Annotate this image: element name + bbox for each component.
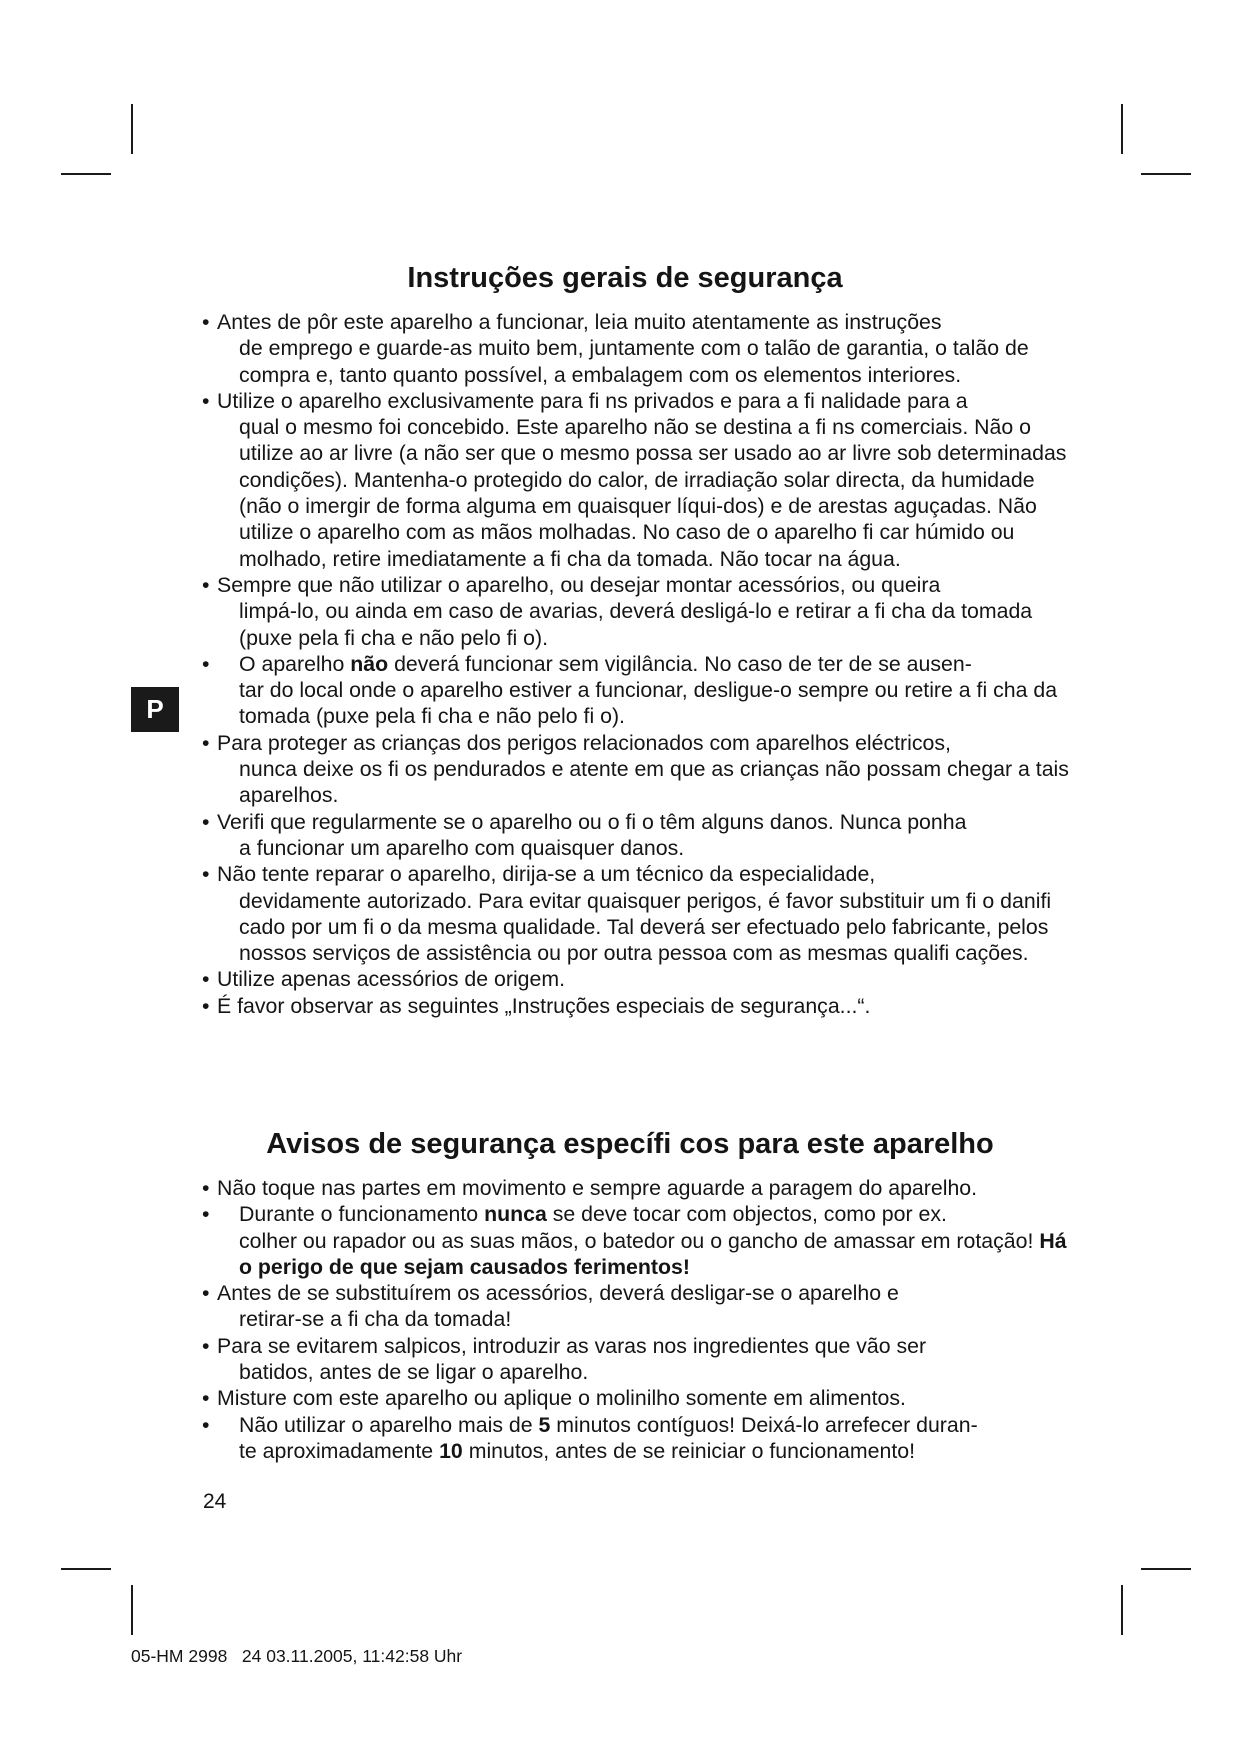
list-item: • Utilize apenas acessórios de origem. xyxy=(202,967,566,992)
list-item: • Para se evitarem salpicos, introduzir as varas nos ingredientes que vão ser batidos, antes de se ligar o aparelho. xyxy=(202,1333,927,1385)
bullet-icon: • xyxy=(202,809,210,834)
list-item: • Não utilizar o aparelho mais de 5 minutos contíguos! Deixá-lo arrefecer duran- te aproximadamente 10 minutos, antes de se reiniciar o funcionamento! xyxy=(202,1412,978,1463)
bullet-icon: • xyxy=(202,1176,210,1200)
language-tab: P xyxy=(131,687,179,732)
bullet-icon: • xyxy=(202,1281,210,1306)
list-item: • Não tente reparar o aparelho, dirija-se a um técnico da especialidade, devidamente autorizado. Para evitar quaisquer perigos, é favor substituir um fi o danifi cado por um fi o da mesma qualidade. Tal deverá ser efectuado pelo fabricante, pelos nossos serviços de assistência ou por outra pessoa com as mesmas qualifi cações. xyxy=(202,862,1052,966)
bullet-icon: • xyxy=(202,862,210,887)
section-title-specific-safety: Avisos de segurança específi cos para este aparelho xyxy=(266,1128,994,1160)
bullet-icon: • xyxy=(202,1333,210,1358)
print-footer: 05-HM 2998 24 03.11.2005, 11:42:58 Uhr xyxy=(131,1646,463,1666)
crop-mark-top-left-horizontal xyxy=(61,173,111,175)
list-item: • Antes de pôr este aparelho a funcionar, leia muito atentamente as instruções de emprego e guarde-as muito bem, juntamente com o talão de garantia, o talão de compra e, tanto quanto possível, a embalagem com os elementos interiores. xyxy=(202,310,1029,387)
list-item: • Misture com este aparelho ou aplique o molinilho somente em alimentos. xyxy=(202,1386,906,1411)
bullet-icon: • xyxy=(202,388,210,413)
crop-mark-bottom-left-horizontal xyxy=(61,1568,111,1570)
list-item: • Utilize o aparelho exclusivamente para fi ns privados e para a fi nalidade para a qual o mesmo foi concebido. Este aparelho não se destina a fi ns comerciais. Não o utilize ao ar livre (a não ser que o mesmo possa ser usado ao ar livre sob determinadas condições). Mantenha-o protegido do calor, de irradiação solar directa, da humidade (não o imergir de forma alguma em quaisquer líqui-dos) e de arestas aguçadas. Não utilize o aparelho com as mãos molhadas. No caso de o aparelho fi car húmido ou molhado, retire imediatamente a fi cha da tomada. Não tocar na água. xyxy=(202,388,1067,571)
bullet-icon: • xyxy=(202,1412,210,1437)
section-title-general-safety: Instruções gerais de segurança xyxy=(407,262,843,294)
list-item: • Verifi que regularmente se o aparelho ou o fi o têm alguns danos. Nunca ponha a funcionar um aparelho com quaisquer danos. xyxy=(202,809,967,860)
list-item: • É favor observar as seguintes „Instruções especiais de segurança...“. xyxy=(202,993,871,1018)
bullet-icon: • xyxy=(202,572,210,597)
bullet-icon: • xyxy=(202,1386,210,1411)
bullet-icon: • xyxy=(202,1202,210,1227)
list-item: • Não toque nas partes em movimento e sempre aguarde a paragem do aparelho. xyxy=(202,1176,978,1200)
specific-safety-list xyxy=(202,1175,1072,1464)
crop-mark-top-left-vertical xyxy=(131,104,133,154)
bullet-icon: • xyxy=(202,993,210,1018)
list-item: • Para proteger as crianças dos perigos relacionados com aparelhos eléctricos, nunca deixe os fi os pendurados e atente em que as crianças não possam chegar a tais aparelhos. xyxy=(202,730,1069,808)
crop-mark-bottom-right-vertical xyxy=(1121,1585,1123,1635)
list-item: • Durante o funcionamento nunca se deve tocar com objectos, como por ex. colher ou rapador ou as suas mãos, o batedor ou o gancho de amassar em rotação! Há o perigo de que sejam causados ferimentos! xyxy=(202,1202,1067,1279)
general-safety-list xyxy=(202,309,1072,1019)
list-item: • Sempre que não utilizar o aparelho, ou desejar montar acessórios, ou queira limpá-lo, ou ainda em caso de avarias, deverá desligá-lo e retirar a fi cha da tomada (puxe pela fi cha e não pelo fi o). xyxy=(202,572,1033,650)
crop-mark-bottom-right-horizontal xyxy=(1141,1568,1191,1570)
bullet-icon: • xyxy=(202,730,210,755)
bullet-icon: • xyxy=(202,310,210,334)
list-item: • O aparelho não deverá funcionar sem vigilância. No caso de ter de se ausen- tar do local onde o aparelho estiver a funcionar, desligue-o sempre ou retire a fi cha da tomada (puxe pela fi cha e não pelo fi o). xyxy=(202,651,1058,729)
page-number: 24 xyxy=(203,1490,227,1513)
bullet-icon: • xyxy=(202,651,210,676)
crop-mark-top-right-horizontal xyxy=(1141,173,1191,175)
bullet-icon: • xyxy=(202,967,210,992)
crop-mark-bottom-left-vertical xyxy=(131,1585,133,1635)
crop-mark-top-right-vertical xyxy=(1121,104,1123,154)
list-item: • Antes de se substituírem os acessórios, deverá desligar-se o aparelho e retirar-se a fi cha da tomada! xyxy=(202,1281,899,1332)
